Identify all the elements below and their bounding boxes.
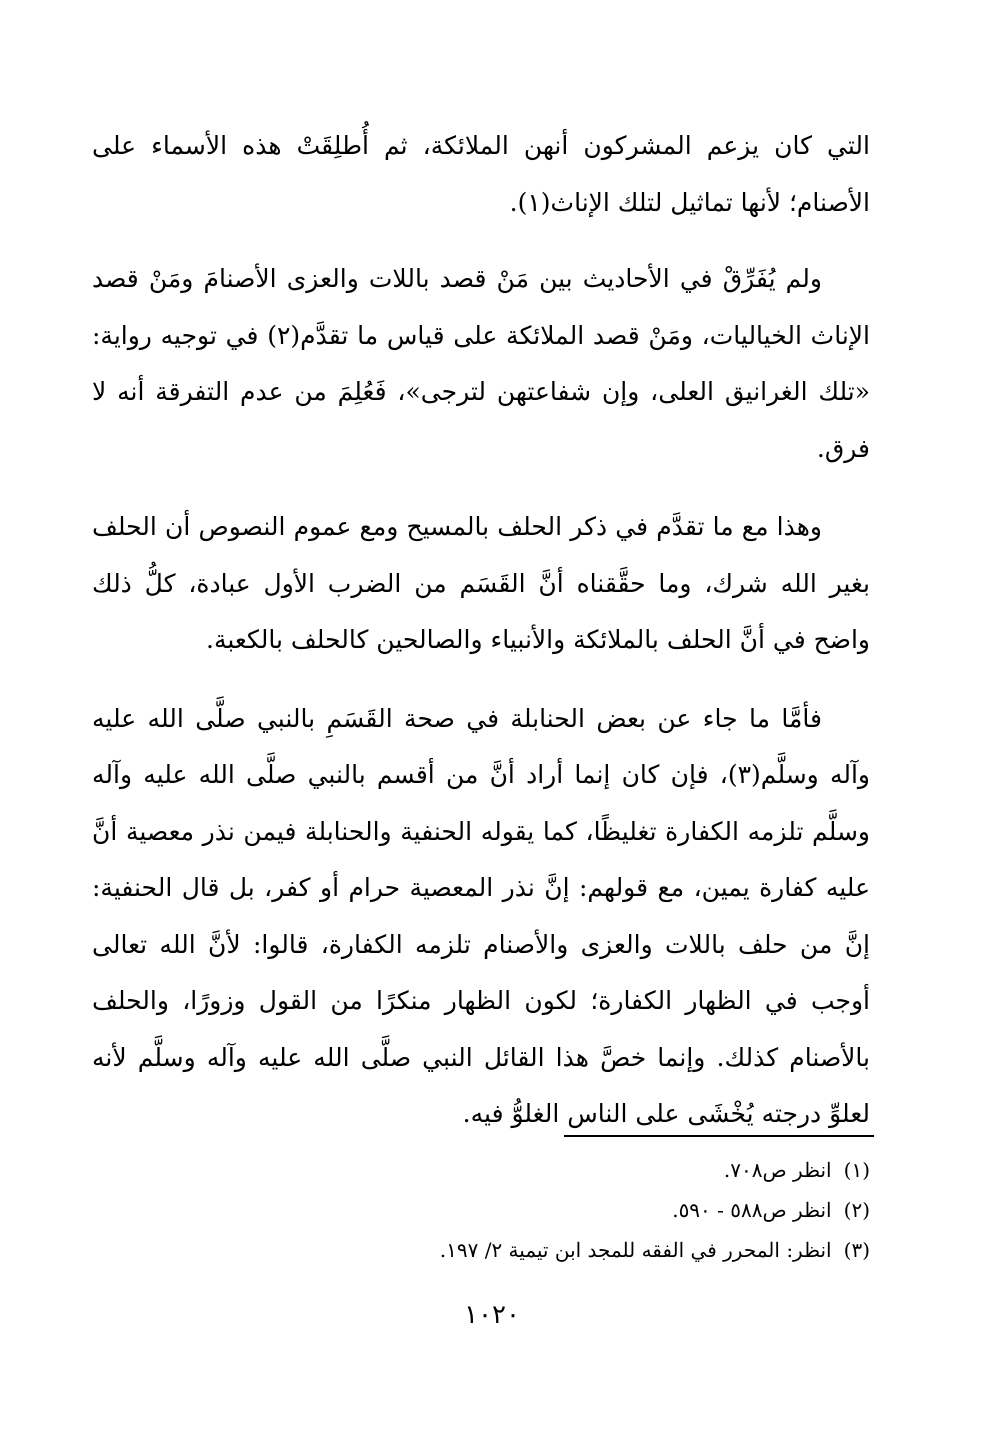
footnote-text: انظر ص٧٠٨. [723, 1158, 832, 1182]
paragraph-1: التي كان يزعم المشركون أنهن الملائكة، ثم أُطلِقَتْ هذه الأسماء على الأصنام؛ لأنها تماثيل لتلك الإناث(١). [92, 131, 870, 217]
footnotes [92, 1150, 870, 1270]
footnote-text: انظر ص٥٨٨ - ٥٩٠. [672, 1198, 832, 1222]
footnote-divider [564, 1135, 874, 1137]
footnote-3 [92, 1230, 870, 1270]
footnote-2 [92, 1190, 870, 1230]
footnote-mark: (٣) [843, 1238, 870, 1262]
footnote-mark: (٢) [843, 1198, 870, 1222]
paragraph-4: فأمَّا ما جاء عن بعض الحنابلة في صحة القَسَمِ بالنبي صلَّى الله عليه وآله وسلَّم(٣)، فإن كان إنما أراد أنَّ من أقسم بالنبي صلَّى الله عليه وآله وسلَّم تلزمه الكفارة تغليظًا، كما يقوله الحنفية والحنابلة فيمن نذر معصية أنَّ عليه كفارة يمين، مع قولهم: إنَّ نذر المعصية حرام أو كفر، بل قال الحنفية: إنَّ من حلف باللات والعزى والأصنام تلزمه الكفارة، قالوا: لأنَّ الله تعالى أوجب في الظهار الكفارة؛ لكون الظهار منكرًا من القول وزورًا، والحلف بالأصنام كذلك. وإنما خصَّ هذا القائل النبي صلَّى الله عليه وآله وسلَّم لأنه لعلوِّ درجته يُخْشَى على الناس الغلوُّ فيه. [92, 703, 870, 1128]
paragraph-3: وهذا مع ما تقدَّم في ذكر الحلف بالمسيح ومع عموم النصوص أن الحلف بغير الله شرك، وما حقَّقناه أنَّ القَسَم من الضرب الأول عبادة، كلُّ ذلك واضح في أنَّ الحلف بالملائكة والأنبياء والصالحين كالحلف بالكعبة. [92, 512, 870, 654]
footnote-mark: (١) [843, 1158, 870, 1182]
footnote-1 [92, 1150, 870, 1190]
footnote-text: انظر: المحرر في الفقه للمجد ابن تيمية ٢/ ١٩٧. [439, 1238, 832, 1262]
main-text [92, 118, 870, 1165]
page-number: ١٠٢٠ [464, 1300, 520, 1330]
paragraph-2: ولم يُفَرِّقْ في الأحاديث بين مَنْ قصد باللات والعزى الأصنامَ ومَنْ قصد الإناث الخياليات، ومَنْ قصد الملائكة على قياس ما تقدَّم(٢) في توجيه رواية: «تلك الغرانيق العلى، وإن شفاعتهن لترجى»، فَعُلِمَ من عدم التفرقة أنه لا فرق. [92, 264, 870, 463]
